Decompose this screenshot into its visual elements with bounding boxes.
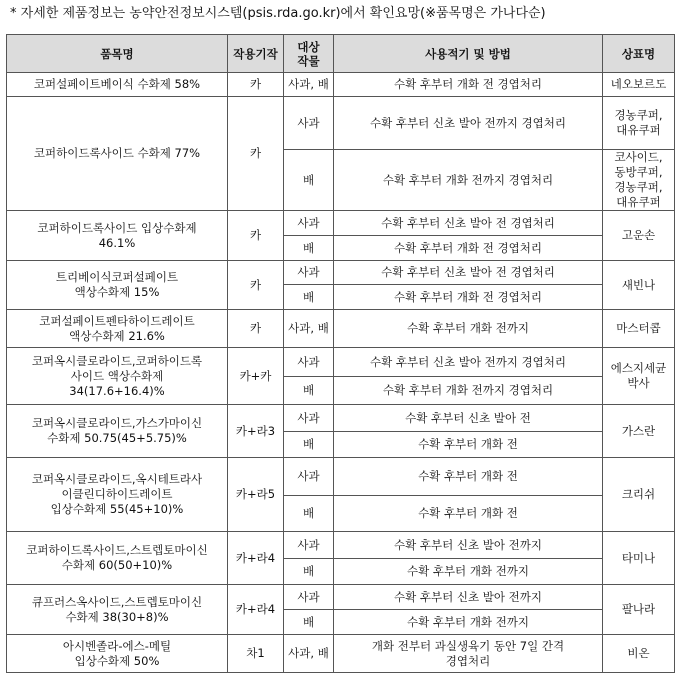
table-row [7, 405, 675, 432]
crop-cell: 사과 [284, 585, 334, 610]
table-row [7, 585, 675, 610]
crop-cell: 배 [284, 377, 334, 405]
brand-cell: 네오보르도 [603, 73, 675, 97]
table-row [7, 635, 675, 673]
crop-cell: 배 [284, 610, 334, 635]
header-mechanism: 작용기작 [228, 35, 284, 73]
crop-cell: 사과 [284, 211, 334, 236]
crop-cell: 사과 [284, 405, 334, 432]
brand-cell: 타미나 [603, 532, 675, 585]
mechanism-cell: 카+라4 [228, 585, 284, 635]
brand-cell: 고운손 [603, 211, 675, 261]
header-product: 품목명 [7, 35, 228, 73]
brand-cell: 크리쉬 [603, 458, 675, 532]
usage-cell: 수확 후부터 신초 발아 전 [334, 405, 603, 432]
product-name-cell: 코퍼하이드록사이드 입상수화제 46.1% [7, 211, 228, 261]
crop-cell: 사과 [284, 97, 334, 150]
usage-cell: 수확 후부터 개화 전까지 경엽처리 [334, 150, 603, 211]
brand-cell: 마스터콥 [603, 310, 675, 348]
header-usage: 사용적기 및 방법 [334, 35, 603, 73]
usage-cell: 수확 후부터 개화 전까지 경엽처리 [334, 377, 603, 405]
table-row [7, 310, 675, 348]
brand-cell: 팔나라 [603, 585, 675, 635]
crop-cell: 사과 [284, 348, 334, 377]
usage-cell: 수확 후부터 개화 전 [334, 432, 603, 458]
header-target-crop: 대상 작물 [284, 35, 334, 73]
product-name-cell: 코퍼설페이트펜타하이드레이트 액상수화제 21.6% [7, 310, 228, 348]
product-name-cell: 큐프러스옥사이드,스트렙토마이신 수화제 38(30+8)% [7, 585, 228, 635]
usage-cell: 수확 후부터 신초 발아 전 경엽처리 [334, 261, 603, 285]
usage-cell: 개화 전부터 과실생육기 동안 7일 간격 경엽처리 [334, 635, 603, 673]
usage-cell: 수확 후부터 개화 전 경엽처리 [334, 236, 603, 261]
mechanism-cell: 차1 [228, 635, 284, 673]
header-row [7, 35, 675, 73]
brand-cell: 가스란 [603, 405, 675, 458]
product-name-cell: 코퍼하이드록사이드 수화제 77% [7, 97, 228, 211]
usage-cell: 수확 후부터 개화 전 경엽처리 [334, 73, 603, 97]
product-name-cell: 코퍼설페이트베이식 수화제 58% [7, 73, 228, 97]
info-note: * 자세한 제품정보는 농약안전정보시스템(psis.rda.go.kr)에서 확인요망(※품목명은 가나다순) [10, 6, 546, 21]
crop-cell: 사과, 배 [284, 310, 334, 348]
table-row [7, 73, 675, 97]
crop-cell: 배 [284, 236, 334, 261]
usage-cell: 수확 후부터 개화 전 [334, 496, 603, 532]
table-row [7, 261, 675, 285]
crop-cell: 배 [284, 559, 334, 585]
product-name-cell: 코퍼옥시클로라이드,코퍼하이드록 사이드 액상수화제 34(17.6+16.4)% [7, 348, 228, 405]
pesticide-table [6, 34, 675, 673]
crop-cell: 배 [284, 496, 334, 532]
crop-cell: 배 [284, 285, 334, 310]
usage-cell: 수확 후부터 개화 전까지 [334, 310, 603, 348]
usage-cell: 수확 후부터 개화 전 경엽처리 [334, 285, 603, 310]
mechanism-cell: 카+라4 [228, 532, 284, 585]
product-name-cell: 아시벤졸라-에스-메틸 입상수화제 50% [7, 635, 228, 673]
crop-cell: 사과 [284, 458, 334, 496]
brand-cell: 비온 [603, 635, 675, 673]
header-brand: 상표명 [603, 35, 675, 73]
mechanism-cell: 카 [228, 261, 284, 310]
usage-cell: 수확 후부터 신초 발아 전까지 [334, 532, 603, 559]
crop-cell: 배 [284, 432, 334, 458]
mechanism-cell: 카 [228, 73, 284, 97]
usage-cell: 수확 후부터 개화 전까지 [334, 559, 603, 585]
usage-cell: 수확 후부터 신초 발아 전까지 경엽처리 [334, 348, 603, 377]
brand-cell: 경농쿠퍼, 대유쿠퍼 [603, 97, 675, 150]
product-name-cell: 트리베이식코퍼설페이트 액상수화제 15% [7, 261, 228, 310]
brand-cell: 새빈나 [603, 261, 675, 310]
mechanism-cell: 카+라3 [228, 405, 284, 458]
usage-cell: 수확 후부터 신초 발아 전 경엽처리 [334, 211, 603, 236]
usage-cell: 수확 후부터 신초 발아 전까지 경엽처리 [334, 97, 603, 150]
usage-cell: 수확 후부터 개화 전 [334, 458, 603, 496]
table-row [7, 532, 675, 559]
mechanism-cell: 카 [228, 97, 284, 211]
crop-cell: 배 [284, 150, 334, 211]
crop-cell: 사과, 배 [284, 635, 334, 673]
brand-cell: 에스지세균 박사 [603, 348, 675, 405]
table-row [7, 348, 675, 377]
table-row [7, 458, 675, 496]
brand-cell: 코사이드, 동방쿠퍼, 경농쿠퍼, 대유쿠퍼 [603, 150, 675, 211]
mechanism-cell: 카 [228, 211, 284, 261]
product-name-cell: 코퍼옥시클로라이드,가스가마이신 수화제 50.75(45+5.75)% [7, 405, 228, 458]
mechanism-cell: 카+카 [228, 348, 284, 405]
crop-cell: 사과 [284, 532, 334, 559]
mechanism-cell: 카 [228, 310, 284, 348]
table-row [7, 97, 675, 150]
usage-cell: 수확 후부터 개화 전까지 [334, 610, 603, 635]
crop-cell: 사과, 배 [284, 73, 334, 97]
product-name-cell: 코퍼옥시클로라이드,옥시테트라사 이클린디하이드레이트 입상수화제 55(45+10)% [7, 458, 228, 532]
product-name-cell: 코퍼하이드록사이드,스트렙토마이신 수화제 60(50+10)% [7, 532, 228, 585]
crop-cell: 사과 [284, 261, 334, 285]
usage-cell: 수확 후부터 신초 발아 전까지 [334, 585, 603, 610]
mechanism-cell: 카+라5 [228, 458, 284, 532]
table-row [7, 211, 675, 236]
